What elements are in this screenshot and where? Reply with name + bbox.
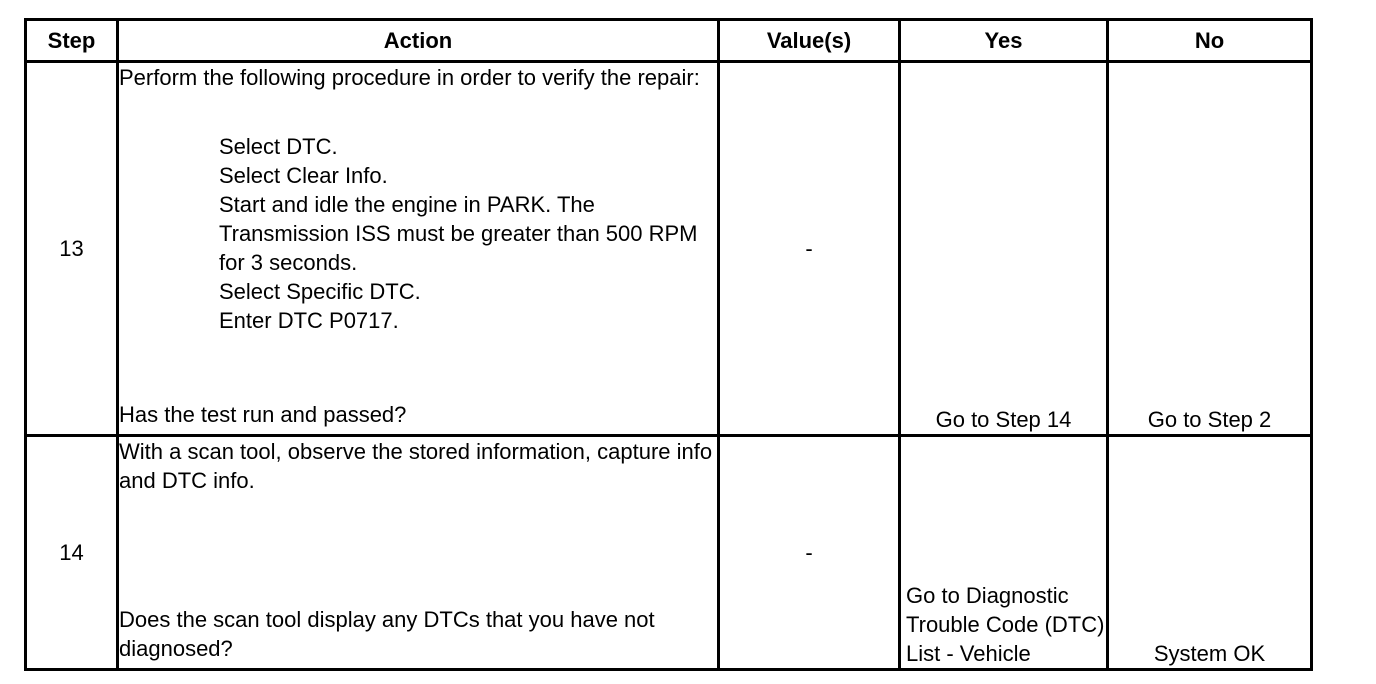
header-row: [26, 20, 1312, 62]
step-number: 14: [26, 436, 118, 670]
header-yes: Yes: [900, 20, 1108, 62]
yes-cell: Go to Step 14: [900, 62, 1108, 436]
table-row-step-13: [26, 62, 1312, 436]
value-cell: -: [719, 62, 900, 436]
action-intro: Perform the following procedure in order to verify the repair:: [119, 65, 700, 90]
procedure-step: Enter DTC P0717.: [219, 308, 399, 333]
no-cell: Go to Step 2: [1108, 62, 1312, 436]
header-action: Action: [118, 20, 719, 62]
action-question: Does the scan tool display any DTCs that you have not diagnosed?: [119, 607, 655, 661]
no-cell: System OK: [1108, 436, 1312, 670]
action-question: Has the test run and passed?: [119, 402, 407, 427]
table-row-step-14: [26, 436, 1312, 670]
value-cell: -: [719, 436, 900, 670]
procedure-step: Select Clear Info.: [219, 163, 388, 188]
header-step: Step: [26, 20, 118, 62]
header-values: Value(s): [719, 20, 900, 62]
step-number: 13: [26, 62, 118, 436]
action-cell: [118, 436, 719, 670]
diagnostic-table: [24, 18, 1313, 671]
action-intro: With a scan tool, observe the stored information, capture info and DTC info.: [119, 439, 713, 493]
procedure-step: Select Specific DTC.: [219, 279, 421, 304]
header-no: No: [1108, 20, 1312, 62]
yes-cell: Go to Diagnostic Trouble Code (DTC) List - Vehicle: [900, 436, 1108, 670]
procedure-list: [219, 132, 717, 335]
procedure-step: Select DTC.: [219, 134, 338, 159]
action-cell: [118, 62, 719, 436]
procedure-step: Start and idle the engine in PARK. The Transmission ISS must be greater than 500 RPM for 3 seconds.: [219, 192, 698, 275]
